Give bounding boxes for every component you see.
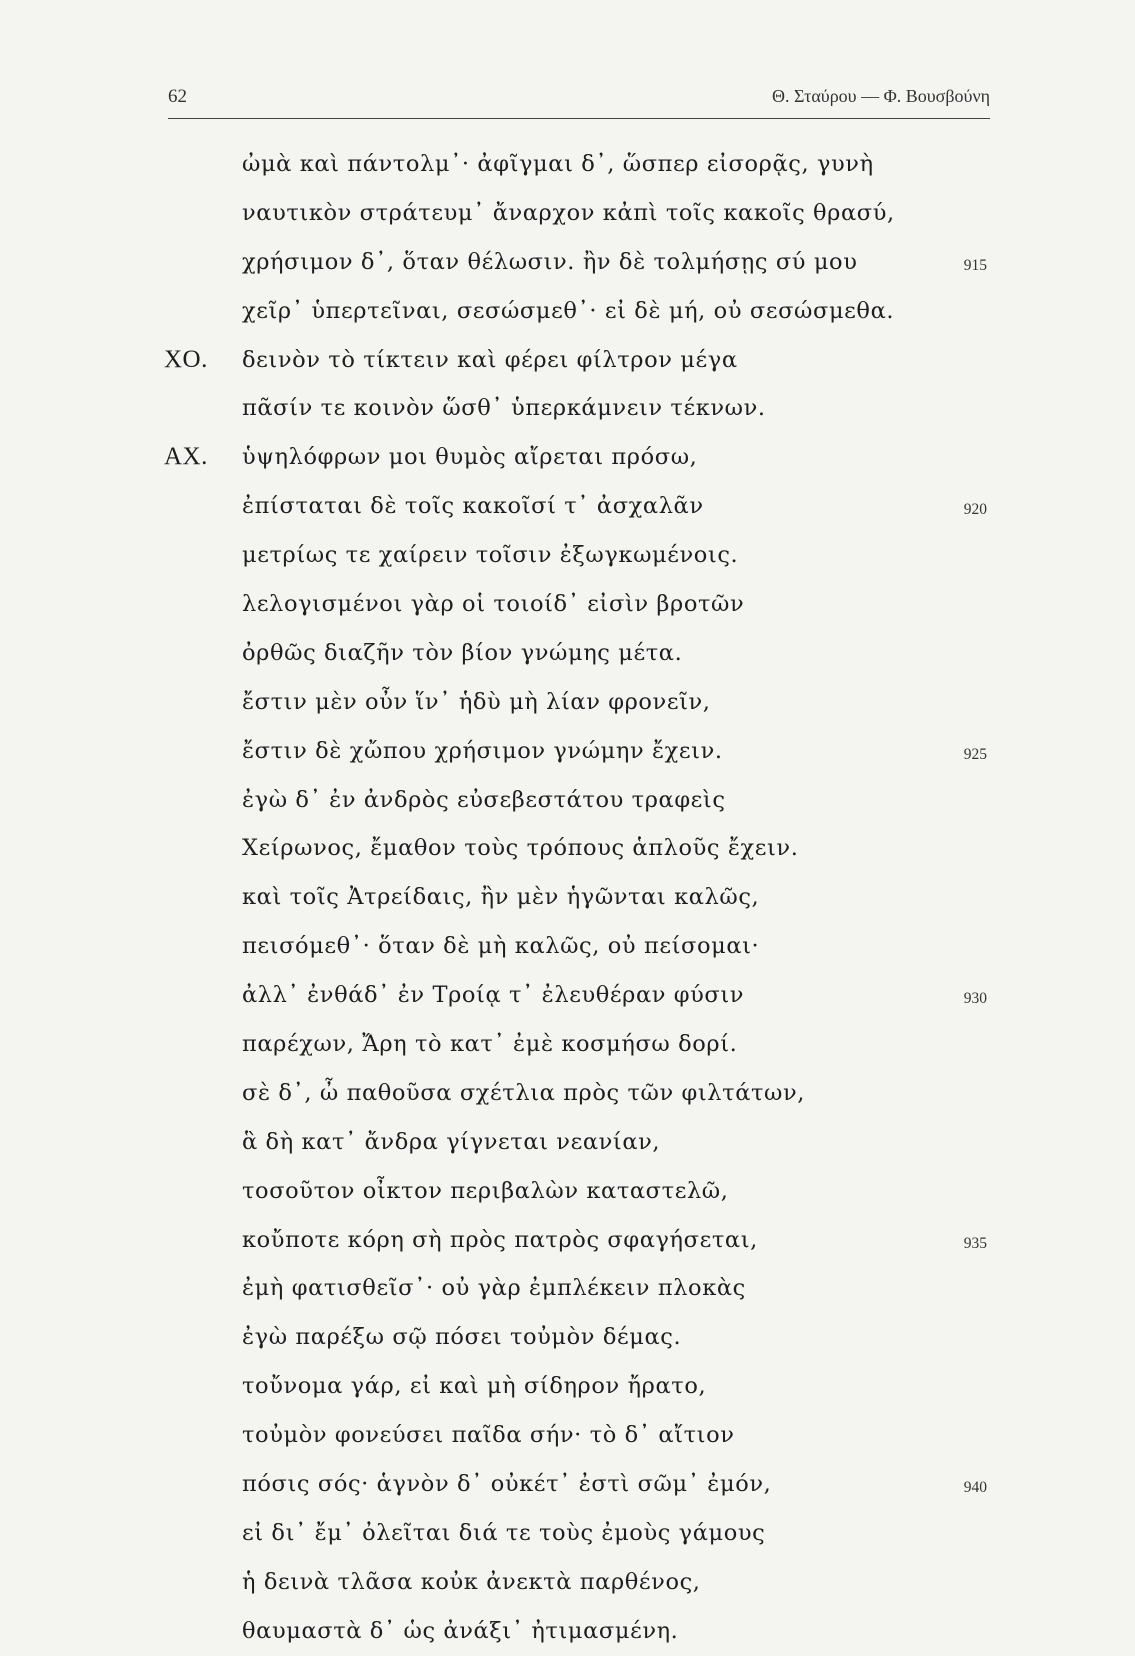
verse-text: θαυμαστὰ δ᾽ ὡς ἀνάξι᾽ ἠτιμασμένη. [242,1617,679,1644]
verse-line [0,776,1135,825]
verse-line [0,287,1135,336]
verse-text: Χείρωνος, ἔμαθον τοὺς τρόπους ἁπλοῦς ἔχειν. [242,835,799,862]
line-number: 915 [963,256,987,274]
verse-line [0,629,1135,678]
verse-line [0,873,1135,922]
verse-line [0,1167,1135,1216]
verse-line [0,1264,1135,1313]
verse-line [0,482,1135,531]
verse-line [0,678,1135,727]
verse-text: ὀρθῶς διαζῆν τὸν βίον γνώμης μέτα. [242,639,683,666]
verse-line [0,1313,1135,1362]
verse-line [0,922,1135,971]
verse-text: τοὐμὸν φονεύσει παῖδα σήν· τὸ δ᾽ αἴτιον [242,1422,735,1449]
verse-line [0,1020,1135,1069]
verse-text: πόσις σός· ἁγνὸν δ᾽ οὐκέτ᾽ ἐστὶ σῶμ᾽ ἐμόν, [242,1471,772,1498]
verse-text: ἐμὴ φατισθεῖσ᾽· οὐ γὰρ ἐμπλέκειν πλοκὰς [242,1275,746,1302]
verse-line [0,1607,1135,1656]
verse-line [0,1118,1135,1167]
verse-text: λελογισμένοι γὰρ οἱ τοιοίδ᾽ εἰσὶν βροτῶν [242,591,745,618]
speaker-label: ΧΟ. [164,345,208,373]
verse-text: εἰ δι᾽ ἔμ᾽ ὀλεῖται διά τε τοὺς ἐμοὺς γάμους [242,1519,766,1546]
page-header [168,82,990,118]
verse-line [0,1509,1135,1558]
verse-text: ἃ δὴ κατ᾽ ἄνδρα γίγνεται νεανίαν, [242,1128,661,1155]
verse-block [0,140,1135,1656]
verse-line [0,971,1135,1020]
verse-text: χεῖρ᾽ ὑπερτεῖναι, σεσώσμεθ᾽· εἰ δὲ μή, οὐ σεσώσμεθα. [242,297,895,324]
line-number: 940 [963,1479,987,1497]
verse-text: ἐγὼ δ᾽ ἐν ἀνδρὸς εὐσεβεστάτου τραφεὶς [242,786,726,813]
verse-line [0,727,1135,776]
line-number: 925 [963,745,987,763]
verse-text: παρέχων, Ἄρη τὸ κατ᾽ ἐμὲ κοσμήσω δορί. [242,1031,738,1058]
verse-line [0,433,1135,482]
verse-text: σὲ δ᾽, ὦ παθοῦσα σχέτλια πρὸς τῶν φιλτάτων, [242,1079,806,1106]
verse-line [0,140,1135,189]
line-number: 930 [963,990,987,1008]
verse-line [0,1411,1135,1460]
verse-text: χρήσιμον δ᾽, ὅταν θέλωσιν. ἢν δὲ τολμήσῃς σύ μου [242,248,858,275]
verse-text: ἔστιν μὲν οὖν ἵν᾽ ἡδὺ μὴ λίαν φρονεῖν, [242,688,711,715]
verse-text: ναυτικὸν στράτευμ᾽ ἄναρχον κἀπὶ τοῖς κακοῖς θρασύ, [242,199,895,226]
verse-text: ὑψηλόφρων μοι θυμὸς αἴρεται πρόσω, [242,444,698,471]
verse-text: καὶ τοῖς Ἀτρείδαις, ἢν μὲν ἡγῶνται καλῶς, [242,884,760,911]
verse-line [0,1460,1135,1509]
verse-text: ἡ δεινὰ τλᾶσα κοὐκ ἀνεκτὰ παρθένος, [242,1568,701,1595]
verse-line [0,1069,1135,1118]
verse-line [0,189,1135,238]
running-head: Θ. Σταύρου — Φ. Βουσβούνη [771,86,990,106]
verse-text: ἐγὼ παρέξω σῷ πόσει τοὐμὸν δέμας. [242,1324,682,1351]
verse-text: πεισόμεθ᾽· ὅταν δὲ μὴ καλῶς, οὐ πείσομαι· [242,933,760,960]
verse-text: μετρίως τε χαίρειν τοῖσιν ἐξωγκωμένοις. [242,542,739,569]
speaker-label: ΑΧ. [164,443,208,471]
verse-text: δεινὸν τὸ τίκτειν καὶ φέρει φίλτρον μέγα [242,346,738,373]
page-number: 62 [168,86,187,107]
line-number: 920 [963,501,987,519]
verse-line [0,384,1135,433]
verse-line [0,238,1135,287]
verse-line [0,1216,1135,1265]
verse-text: τοσοῦτον οἶκτον περιβαλὼν καταστελῶ, [242,1177,729,1204]
verse-text: κοὔποτε κόρη σὴ πρὸς πατρὸς σφαγήσεται, [242,1226,758,1253]
verse-text: ἐπίσταται δὲ τοῖς κακοῖσί τ᾽ ἀσχαλᾶν [242,493,704,520]
verse-line [0,824,1135,873]
verse-text: ὠμὰ καὶ πάντολμ᾽· ἀφῖγμαι δ᾽, ὥσπερ εἰσορᾷς, γυνὴ [242,151,874,177]
verse-text: ἔστιν δὲ χὤπου χρήσιμον γνώμην ἔχειν. [242,737,723,764]
header-rule [168,118,990,119]
verse-line [0,531,1135,580]
verse-line [0,580,1135,629]
verse-text: ἀλλ᾽ ἐνθάδ᾽ ἐν Τροίᾳ τ᾽ ἐλευθέραν φύσιν [242,982,745,1009]
verse-line [0,1558,1135,1607]
verse-line [0,336,1135,385]
verse-text: πᾶσίν τε κοινὸν ὥσθ᾽ ὑπερκάμνειν τέκνων. [242,395,766,422]
verse-line [0,1362,1135,1411]
line-number: 935 [963,1234,987,1252]
verse-text: τοὔνομα γάρ, εἰ καὶ μὴ σίδηρον ἤρατο, [242,1373,707,1400]
